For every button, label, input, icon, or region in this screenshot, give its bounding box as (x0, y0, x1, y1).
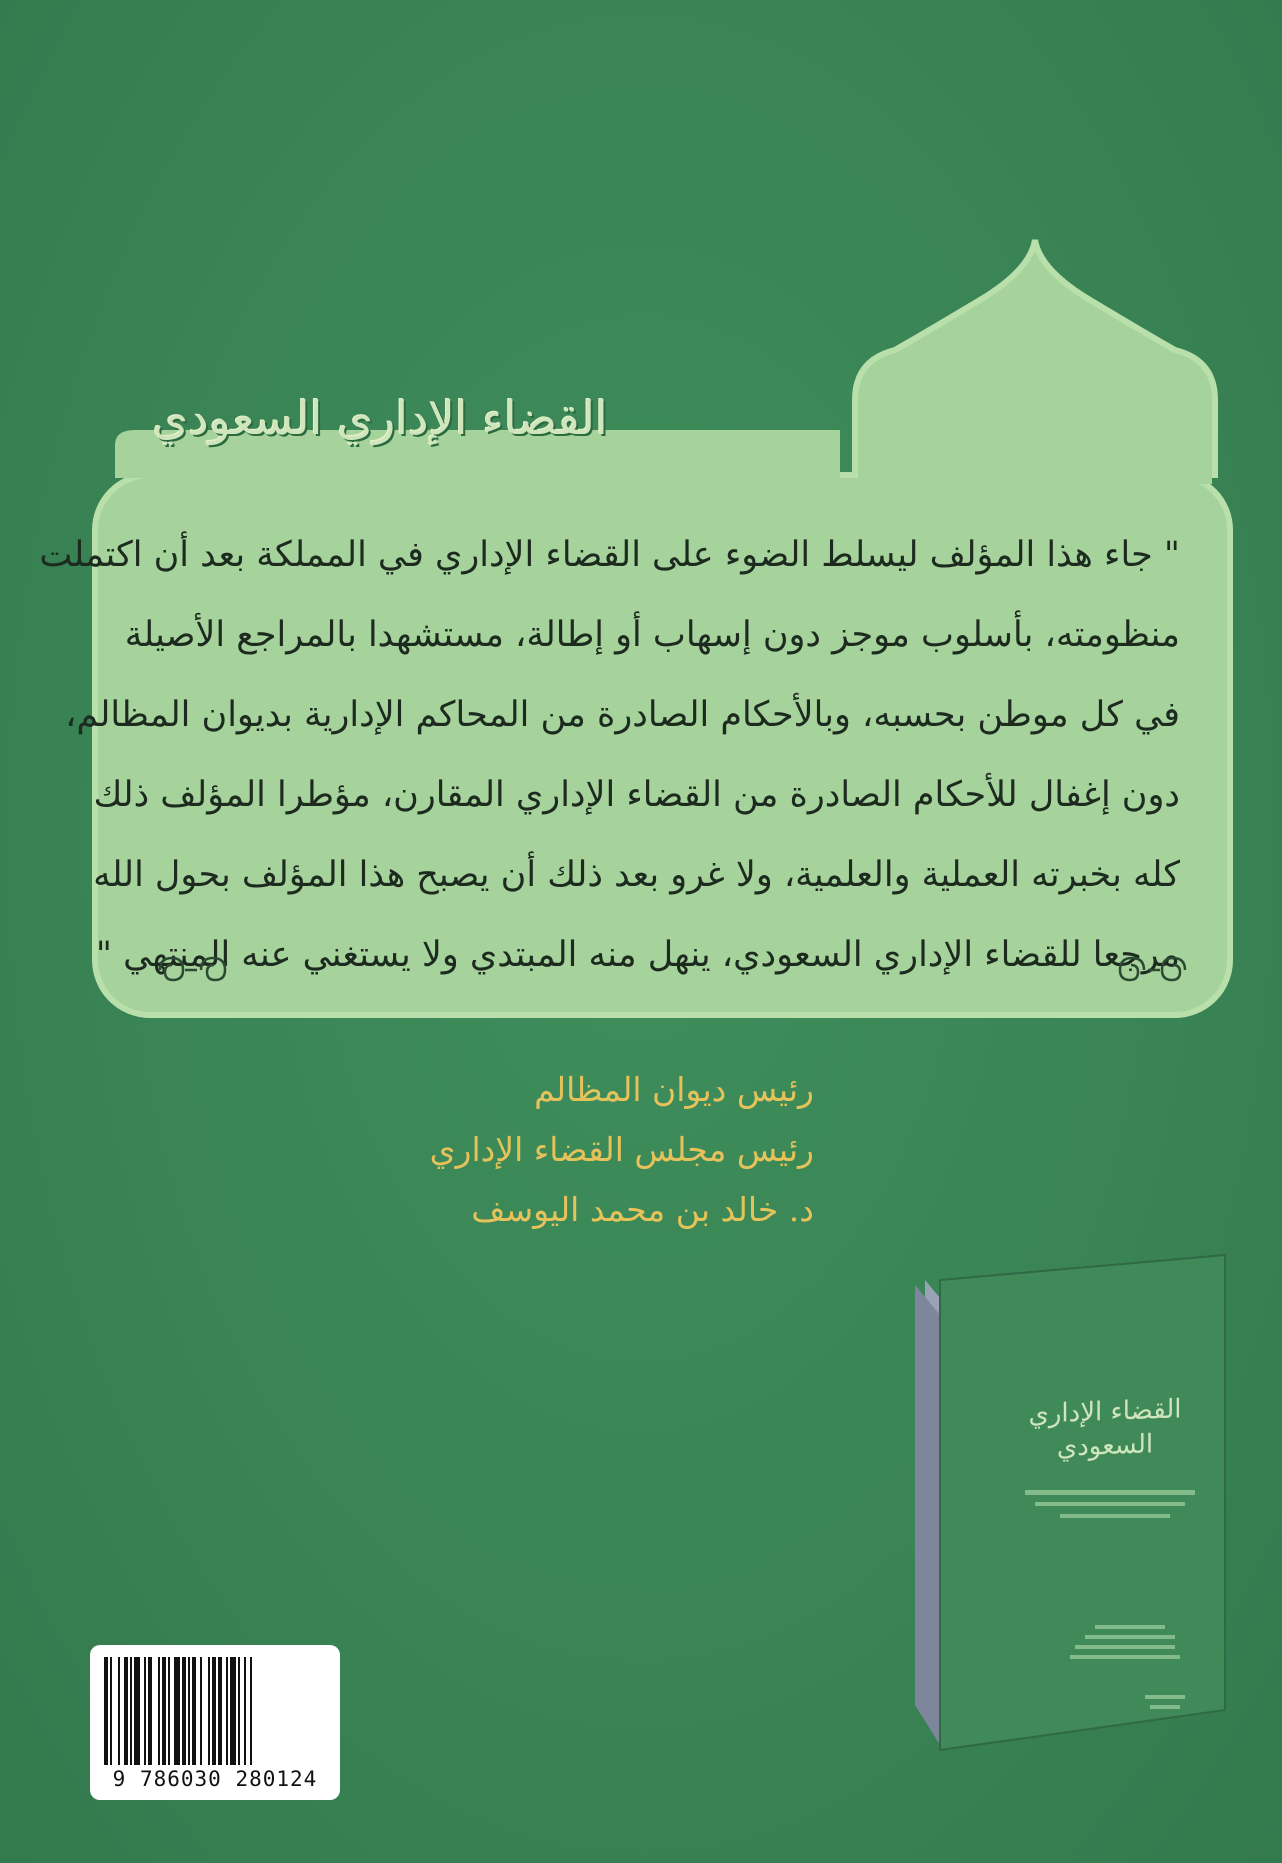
barcode-bar (226, 1657, 228, 1765)
dome-shape (855, 240, 1215, 475)
barcode-bar (230, 1657, 236, 1765)
swirl-ornament-right (1110, 950, 1190, 990)
signature-block (314, 1060, 814, 1240)
barcode-bars (104, 1657, 326, 1765)
barcode-bar (238, 1657, 240, 1765)
book-mockup-title: القضاء الإداري السعودي (1028, 1394, 1182, 1463)
barcode-bar (130, 1657, 132, 1765)
barcode-bar (192, 1657, 196, 1765)
barcode-bar (110, 1657, 112, 1765)
barcode-bar (182, 1657, 186, 1765)
isbn-number: 9 786030 280124 (112, 1767, 318, 1791)
book-mockup-image (895, 1240, 1255, 1760)
barcode-bar (144, 1657, 146, 1765)
barcode-bar (124, 1657, 128, 1765)
quote-text (39, 515, 1180, 995)
barcode-bar (208, 1657, 210, 1765)
barcode-bar (134, 1657, 140, 1765)
barcode-bar (244, 1657, 246, 1765)
barcode-bar (212, 1657, 216, 1765)
barcode-bar (188, 1657, 190, 1765)
barcode-bar (158, 1657, 160, 1765)
quote-line: منظومته، بأسلوب موجز دون إسهاب أو إطالة، مستشهدا بالمراجع الأصيلة (124, 615, 1180, 655)
quote-line: " جاء هذا المؤلف ليسلط الضوء على القضاء الإداري في المملكة بعد أن اكتملت (39, 535, 1180, 575)
signature-line: رئيس مجلس القضاء الإداري (429, 1130, 814, 1169)
isbn-barcode (90, 1645, 340, 1800)
barcode-bar (168, 1657, 170, 1765)
quote-line: دون إغفال للأحكام الصادرة من القضاء الإداري المقارن، مؤطرا المؤلف ذلك (93, 775, 1180, 815)
quote-line: في كل موطن بحسبه، وبالأحكام الصادرة من المحاكم الإدارية بديوان المظالم، (65, 695, 1180, 735)
barcode-bar (148, 1657, 152, 1765)
barcode-bar (118, 1657, 120, 1765)
quote-line: مرجعا للقضاء الإداري السعودي، ينهل منه المبتدي ولا يستغني عنه المنتهي " (95, 935, 1180, 975)
quote-line: كله بخبرته العملية والعلمية، ولا غرو بعد ذلك أن يصبح هذا المؤلف بحول الله (93, 855, 1180, 895)
barcode-bar (250, 1657, 252, 1765)
barcode-bar (162, 1657, 166, 1765)
cover-title: القضاء الإداري السعودي (152, 391, 608, 445)
barcode-bar (174, 1657, 180, 1765)
barcode-bar (104, 1657, 108, 1765)
barcode-bar (200, 1657, 202, 1765)
signature-line: د. خالد بن محمد اليوسف (471, 1190, 814, 1229)
swirl-ornament-left (155, 950, 235, 990)
signature-line: رئيس ديوان المظالم (534, 1070, 814, 1109)
barcode-bar (218, 1657, 222, 1765)
